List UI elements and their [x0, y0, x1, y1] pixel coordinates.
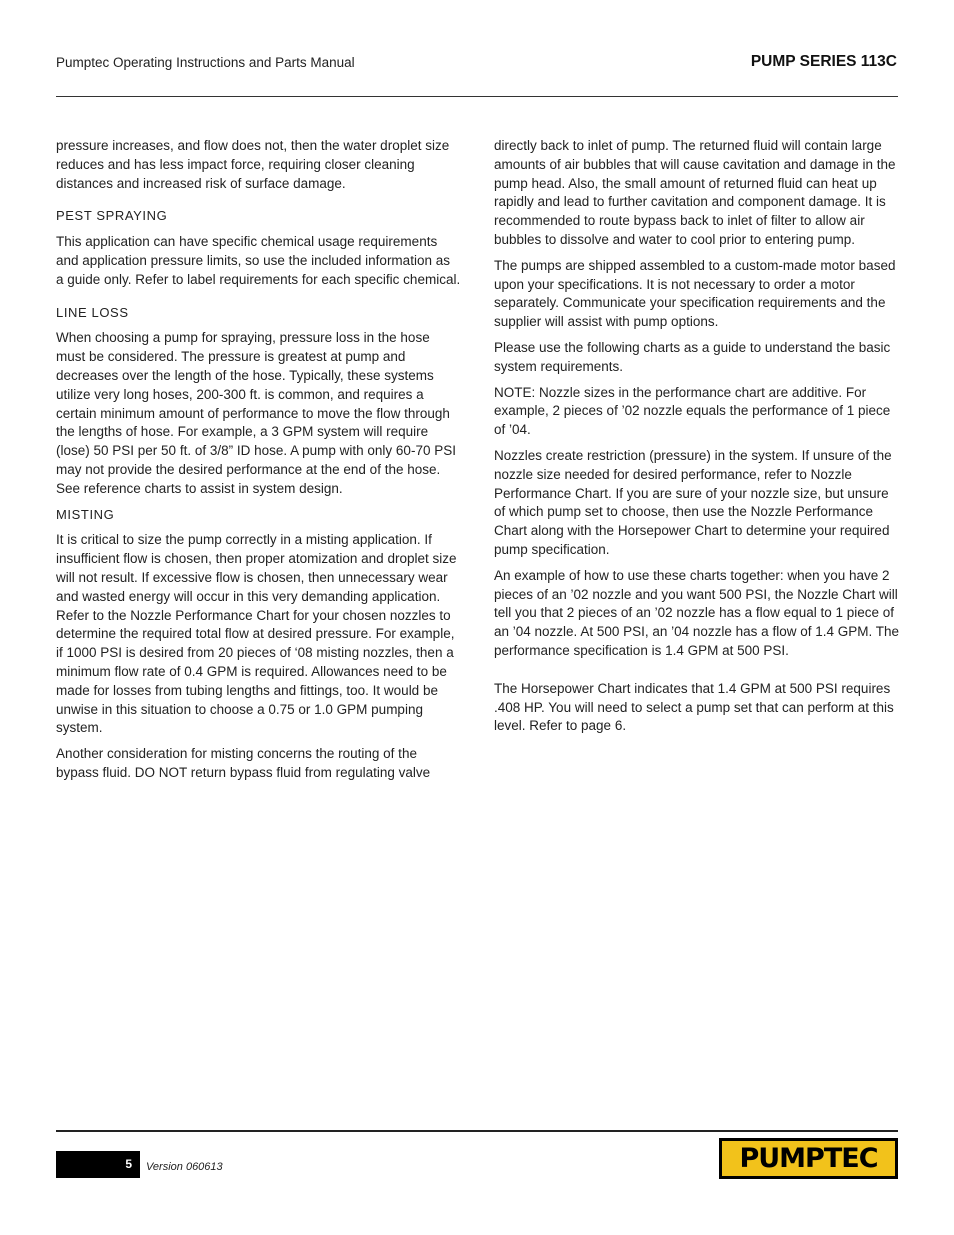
example-paragraph: An example of how to use these charts together: when you have 2 pieces of an ’02 nozzle and you want 500 PSI, the Nozzle Chart will tell you that 2 pieces of an ’02 nozzle has a flow equal to 1 piece of an ’04 nozzle. At 500 PSI, an ’04 nozzle has a flow of 1.4 GPM. The performance specification is 1.4 GPM at 500 PSI.: [494, 567, 899, 658]
pest-spraying-paragraph: This application can have specific chemical usage requirements and application pressure limits, so use the included information as a guide only. Refer to label requirements for each specific chemical.: [56, 234, 461, 287]
nozzles-paragraph: Nozzles create restriction (pressure) in the system. If unsure of the nozzle size needed for desired performance, refer to Nozzle Performance Chart. If you are sure of your nozzle size, but unsure of which pump set to choose, then use the Nozzle Performance Chart along with the Horsepower Chart to determine your required pump specification.: [494, 447, 892, 557]
header-divider: [56, 96, 898, 97]
intro-paragraph: pressure increases, and flow does not, then the water droplet size reduces and has less impact force, requiring closer cleaning distances and increased risk of surface damage.: [56, 138, 450, 191]
line-loss-paragraph: When choosing a pump for spraying, pressure loss in the hose must be considered. The pressure is greatest at pump and decreases over the length of the hose. Typically, these systems utilize very long hoses, 200-300 ft. is common, and requires a certain minimum amount of performance to move the flow through the lengths of hose. For example, a 3 GPM system will require (lose) 50 PSI per 50 ft. of 3/8” ID hose. A pump with only 60-70 PSI may not provide the desired performance at the end of the hose. See reference charts to assist in system design.: [56, 330, 456, 496]
paragraph-spacer: [494, 668, 899, 680]
bypass-paragraph: directly back to inlet of pump. The returned fluid will contain large amounts of air bubbles that will cause cavitation and damage in the pump head. Also, the small amount of returned fluid can heat up rapidly and lead to further cavitation and component damage. It is recommended to route bypass back to inlet of filter to allow air bubbles to dissolve and water to cool prior to entering pump.: [494, 138, 896, 247]
manual-title: Pumptec Operating Instructions and Parts Manual: [56, 55, 355, 70]
footer-divider: [56, 1130, 898, 1132]
pump-series-title: PUMP SERIES 113C: [750, 53, 897, 70]
logo-text: PUMPTEC: [739, 1143, 878, 1174]
left-column: [56, 137, 461, 790]
misting-paragraph-2: Another consideration for misting concerns the routing of the bypass fluid. DO NOT return bypass fluid from regulating valve: [56, 746, 431, 780]
line-loss-heading: LINE LOSS: [56, 304, 129, 320]
note-paragraph: NOTE: Nozzle sizes in the performance chart are additive. For example, 2 pieces of ’02 nozzle equals the performance of 1 piece of ’04.: [494, 384, 891, 438]
misting-paragraph: It is critical to size the pump correctly in a misting application. If insufficient flow is chosen, then proper atomization and droplet size will not result. If excessive flow is chosen, then unnecessary wear and wasted energy will occur in this very demanding application. Refer to the Nozzle Performance Chart for your chosen nozzles to determine the required total flow at desired pressure. For example, if 1000 PSI is desired from 20 pieces of ‘08 misting nozzles, then a minimum flow rate of 0.4 GPM is required. Allowances need to be made for losses from tubing lengths and fittings, too. It would be unwise in this situation to choose a 0.75 or 1.0 GPM pumping system.: [56, 532, 457, 736]
page-number: 5: [125, 1157, 132, 1171]
right-column: [494, 137, 899, 743]
misting-heading: MISTING: [56, 506, 115, 522]
pest-spraying-heading: PEST SPRAYING: [56, 208, 168, 224]
logo-background: [722, 1141, 895, 1176]
page-number-box: [56, 1151, 140, 1178]
charts-guide-paragraph: Please use the following charts as a guide to understand the basic system requirements.: [494, 339, 891, 374]
horsepower-paragraph: The Horsepower Chart indicates that 1.4 GPM at 500 PSI requires .408 HP. You will need to select a pump set that can perform at this level. Refer to page 6.: [494, 680, 894, 734]
motor-paragraph: The pumps are shipped assembled to a custom-made motor based upon your specifications. It is not necessary to order a motor separately. Communicate your specification requirements and the supplier will assist with pump options.: [494, 257, 896, 330]
version-label: Version 060613: [146, 1161, 223, 1173]
pumptec-logo: [719, 1138, 898, 1179]
